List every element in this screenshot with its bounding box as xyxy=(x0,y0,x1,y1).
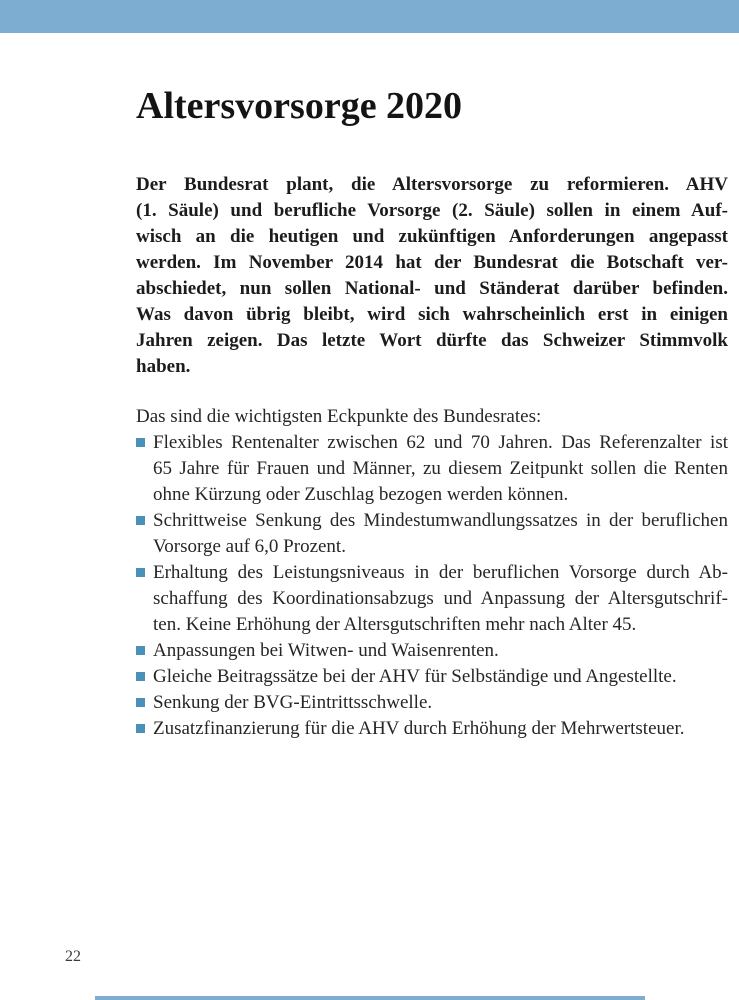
bullet-item xyxy=(136,664,728,690)
page-title: Altersvorsorge 2020 xyxy=(136,85,463,127)
bullet-line: Schrittweise Senkung des Mindestumwandlungssatzes in der beruflichen xyxy=(153,510,728,531)
intro-line: wisch an die heutigen und zukünftigen Anforderungen angepasst xyxy=(136,226,728,247)
bullet-item xyxy=(136,690,728,716)
bullet-item xyxy=(136,638,728,664)
bullet-line: 65 Jahre für Frauen und Männer, zu diesem Zeitpunkt sollen die Renten xyxy=(153,458,728,479)
bullet-square-icon xyxy=(136,698,145,707)
bullet-square-icon xyxy=(136,516,145,525)
bullet-line: Vorsorge auf 6,0 Prozent. xyxy=(153,536,346,557)
bullet-line: Gleiche Beitragssätze bei der AHV für Selbständige und Angestellte. xyxy=(153,666,677,687)
bullet-square-icon xyxy=(136,568,145,577)
intro-line: haben. xyxy=(136,356,191,377)
header-color-bar xyxy=(0,0,739,33)
intro-line: Der Bundesrat plant, die Altersvorsorge zu reformieren. AHV xyxy=(136,174,728,195)
bullet-item xyxy=(136,508,728,560)
bullet-line: Flexibles Rentenalter zwischen 62 und 70 Jahren. Das Referenzalter ist xyxy=(153,432,728,453)
intro-line: Was davon übrig bleibt, wird sich wahrscheinlich erst in einigen xyxy=(136,304,728,325)
intro-line: (1. Säule) und berufliche Vorsorge (2. Säule) sollen in einem Auf- xyxy=(136,200,728,221)
bullet-square-icon xyxy=(136,646,145,655)
bullet-item xyxy=(136,716,728,742)
intro-line: werden. Im November 2014 hat der Bundesrat die Botschaft ver- xyxy=(136,252,728,273)
list-intro-line: Das sind die wichtigsten Eckpunkte des Bundesrates: xyxy=(136,406,542,427)
bullet-list xyxy=(136,430,728,742)
bullet-line: Senkung der BVG-Eintrittsschwelle. xyxy=(153,692,433,713)
bullet-item xyxy=(136,430,728,508)
intro-line: Jahren zeigen. Das letzte Wort dürfte das Schweizer Stimmvolk xyxy=(136,330,728,351)
footer-color-bar xyxy=(95,996,645,1000)
bullet-item xyxy=(136,560,728,638)
bullet-square-icon xyxy=(136,672,145,681)
intro-paragraph xyxy=(136,172,728,380)
bullet-line: ten. Keine Erhöhung der Altersgutschriften mehr nach Alter 45. xyxy=(153,614,637,635)
bullet-line: Zusatzfinanzierung für die AHV durch Erhöhung der Mehrwertsteuer. xyxy=(153,718,685,739)
bullet-square-icon xyxy=(136,438,145,447)
bullet-line: Erhaltung des Leistungsniveaus in der beruflichen Vorsorge durch Ab- xyxy=(153,562,728,583)
bullet-line: schaffung des Koordinationsabzugs und Anpassung der Altersgutschrif- xyxy=(153,588,728,609)
bullet-square-icon xyxy=(136,724,145,733)
intro-line: abschiedet, nun sollen National- und Ständerat darüber befinden. xyxy=(136,278,728,299)
page-number: 22 xyxy=(65,948,81,965)
bullet-line: ohne Kürzung oder Zuschlag bezogen werden können. xyxy=(153,484,569,505)
bullet-line: Anpassungen bei Witwen- und Waisenrenten. xyxy=(153,640,499,661)
